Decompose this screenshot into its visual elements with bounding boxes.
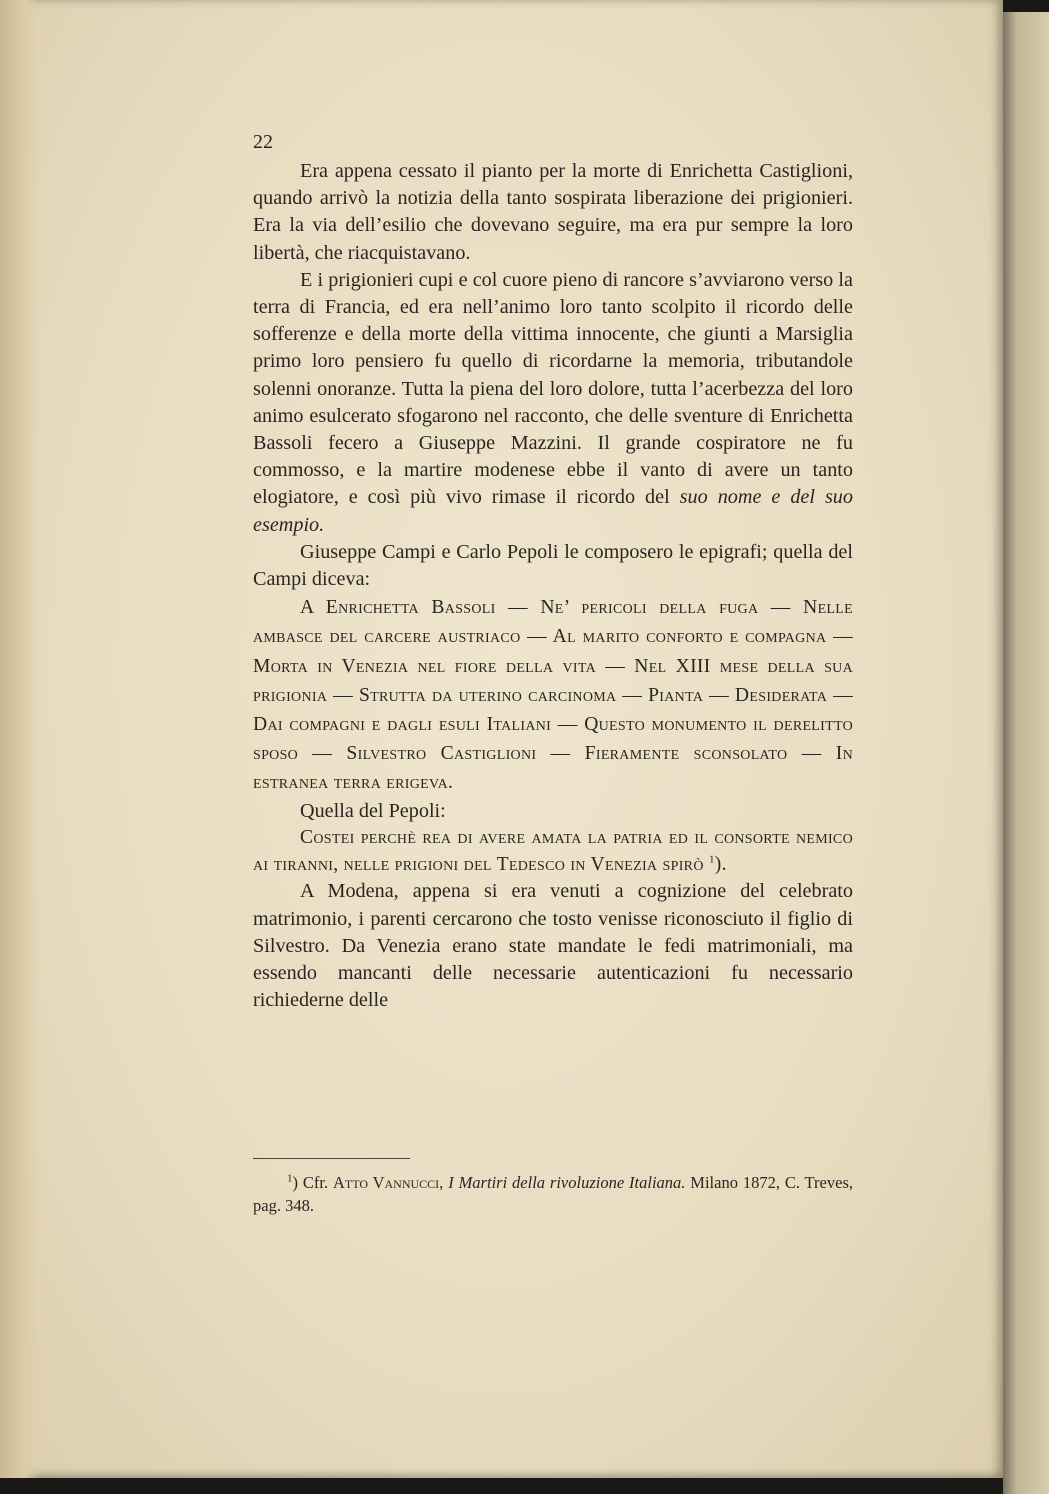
page-binding-shadow <box>0 0 40 1478</box>
page-number: 22 <box>253 131 273 153</box>
paragraph-2 <box>253 267 853 539</box>
footnote-reference: 1 <box>708 853 715 866</box>
epigraph-pepoli <box>253 825 853 879</box>
footnote-lead: ) Cfr. <box>292 1173 333 1192</box>
paragraph-2-italic: suo nome e del suo esempio. <box>253 486 853 536</box>
footnote-divider <box>253 1158 410 1159</box>
footnote <box>253 1171 853 1217</box>
paragraph-3: Giuseppe Campi e Carlo Pepoli le composero le epigrafi; quella del Campi diceva: <box>253 540 853 591</box>
main-text <box>253 126 853 1014</box>
footnote-author: Atto Vannucci, <box>332 1173 444 1192</box>
footnote-rest: Milano 1872, C. Treves, pag. 348. <box>253 1173 853 1215</box>
paragraph-5: A Modena, appena si era venuti a cognizione del celebrato matrimonio, i parenti cercarono che tosto venisse riconosciuto il figlio di Silvestro. Da Venezia erano state mandate le fedi matrimoniali, ma essendo mancanti delle necessarie autenticazioni fu necessario richiederne delle <box>253 880 853 1012</box>
footnote-title: I Martiri della rivoluzione Italiana. <box>448 1173 686 1192</box>
paragraph-4: Quella del Pepoli: <box>300 799 446 822</box>
paragraph-2-text: E i prigionieri cupi e col cuore pieno di rancore s’avviarono verso la terra di Francia, ed era nell’animo loro tanto scolpito il ricordo delle sofferenze e della morte della vittima innocente, che giunti a Marsiglia primo loro pensiero fu quello di ricordarne la memoria, tributandole solenni onoranze. Tutta la piena del loro dolore, tutta l’acerbezza del loro animo esulcerato sfogarono nel racconto, che delle sventure di Enrichetta Bassoli fecero a Giuseppe Mazzini. Il grande cospiratore ne fu commosso, e la martire modenese ebbe il vanto di avere un tanto elogiatore, e così più vivo rimase il ricordo del <box>253 268 853 509</box>
epigraph-pepoli-text: Costei perchè rea di avere amata la patria ed il consorte nemico ai tiranni, nelle prigioni del Tedesco in Venezia spirò <box>253 826 853 875</box>
footnote-mark: 1 <box>287 1172 293 1185</box>
adjacent-page-edge <box>1003 12 1049 1494</box>
epigraph-campi: A Enrichetta Bassoli — Ne’ pericoli della fuga — Nelle ambasce del carcere austriaco — Al marito conforto e compagna — Morta in Venezia nel fiore della vita — Nel XIII mese della sua prigionia — Strutta da uterino carcinoma — Pianta — Desiderata — Dai compagni e dagli esuli Italiani — Questo monumento il derelitto sposo — Silvestro Castiglioni — Fieramente sconsolato — In estranea terra erigeva. <box>253 597 853 794</box>
epigraph-pepoli-end: ). <box>714 853 727 875</box>
paragraph-1: Era appena cessato il pianto per la morte di Enrichetta Castiglioni, quando arrivò la notizia della tanto sospirata liberazione dei prigionieri. Era la via dell’esilio che dovevano seguire, ma era pur sempre la loro libertà, che riacquistavano. <box>253 160 853 264</box>
